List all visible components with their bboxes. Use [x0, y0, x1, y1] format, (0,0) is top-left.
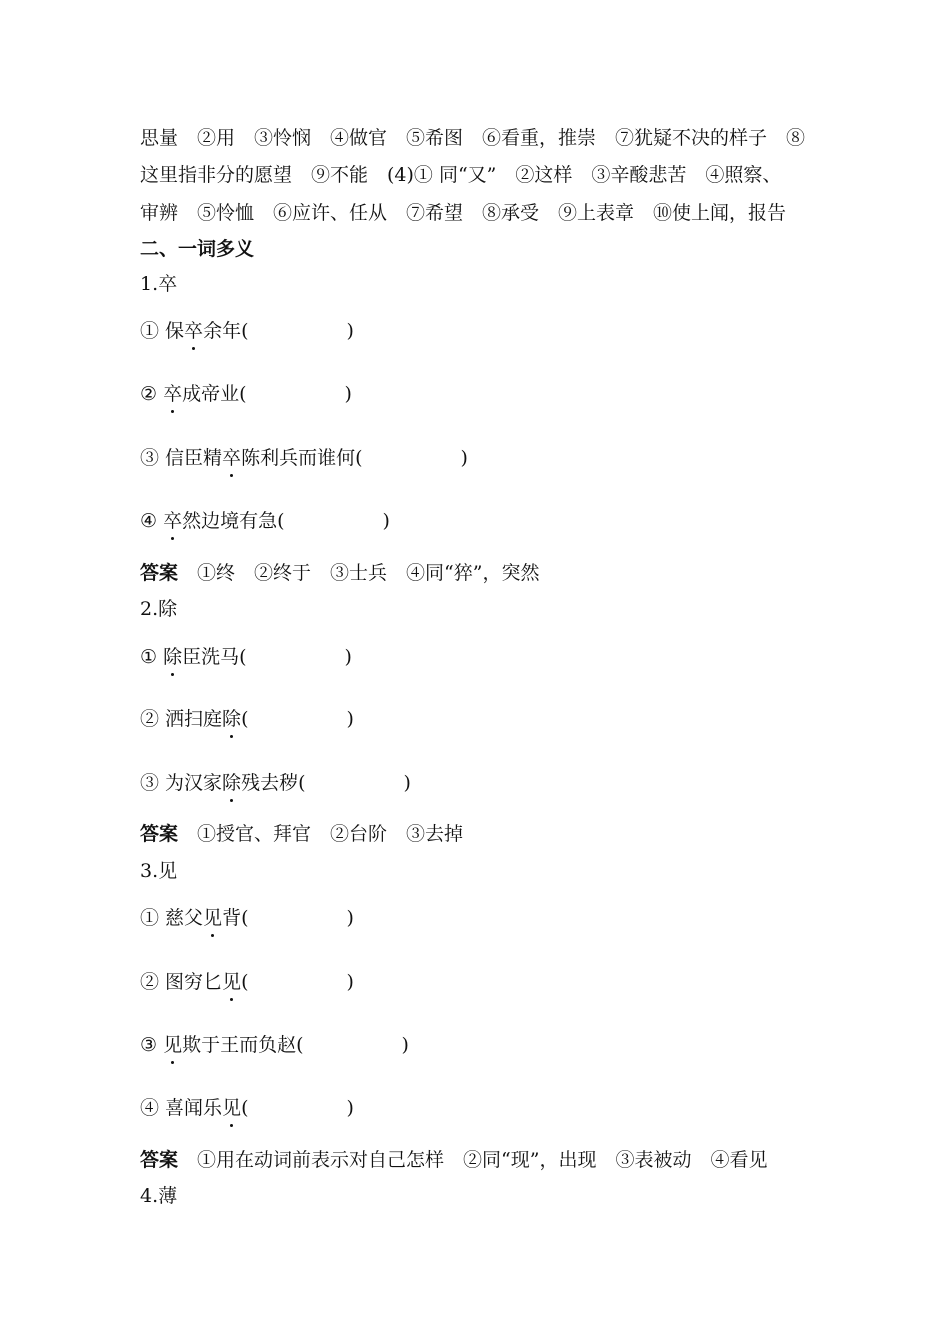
emphasized-char: 见	[222, 971, 242, 993]
emphasized-char: 除	[163, 646, 183, 668]
answer-line	[140, 822, 463, 846]
item-prefix: ①	[140, 646, 164, 668]
emphasized-char: 见	[222, 1097, 242, 1119]
item-suffix: 陈利兵而谁何(	[241, 447, 363, 469]
item-suffix: (	[241, 971, 249, 993]
item-suffix: (	[241, 708, 249, 730]
question-item	[140, 645, 352, 669]
question-item	[140, 1033, 409, 1057]
group-heading-jian: 3.见	[140, 860, 178, 882]
answer-continuation-line-3: 审辨 ⑤怜恤 ⑥应许、任从 ⑦希望 ⑧承受 ⑨上表章 ⑩使上闻，报告	[140, 202, 787, 224]
question-item	[140, 319, 354, 343]
item-suffix: 欺于王而负赵(	[182, 1034, 304, 1056]
item-prefix: ① 慈父	[140, 907, 204, 929]
question-item	[140, 446, 468, 470]
answer-text: ①用在动词前表示对自己怎样 ②同“现”，出现 ③表被动 ④看见	[178, 1149, 768, 1171]
question-item	[140, 707, 354, 731]
emphasized-char: 卒	[163, 510, 183, 532]
close-paren: )	[346, 971, 354, 993]
answer-label: 答案	[140, 562, 179, 584]
item-prefix: ③ 为汉家	[140, 772, 223, 794]
answer-line	[140, 1148, 767, 1172]
item-suffix: 余年(	[203, 320, 249, 342]
answer-continuation-line-1: 思量 ②用 ③怜悯 ④做官 ⑤希图 ⑥看重，推崇 ⑦犹疑不决的样子 ⑧	[140, 127, 806, 149]
emphasized-char: 除	[222, 772, 242, 794]
item-prefix: ④	[140, 510, 164, 532]
question-item	[140, 1096, 354, 1120]
item-prefix: ② 图穷匕	[140, 971, 223, 993]
close-paren: )	[401, 1034, 409, 1056]
section-title: 二、一词多义	[140, 238, 255, 260]
close-paren: )	[460, 447, 468, 469]
group-heading-chu: 2.除	[140, 598, 178, 620]
item-suffix: 成帝业(	[182, 383, 247, 405]
item-prefix: ③ 信臣精	[140, 447, 223, 469]
answer-label: 答案	[140, 1149, 179, 1171]
close-paren: )	[344, 646, 352, 668]
item-suffix: 背(	[222, 907, 249, 929]
item-prefix: ① 保	[140, 320, 185, 342]
question-item	[140, 509, 390, 533]
group-heading-zu: 1.卒	[140, 273, 178, 295]
emphasized-char: 卒	[222, 447, 242, 469]
close-paren: )	[382, 510, 390, 532]
emphasized-char: 见	[203, 907, 223, 929]
emphasized-char: 卒	[184, 320, 204, 342]
close-paren: )	[346, 907, 354, 929]
answer-text: ①授官、拜官 ②台阶 ③去掉	[178, 823, 464, 845]
answer-label: 答案	[140, 823, 179, 845]
group-heading-bo: 4.薄	[140, 1185, 178, 1207]
close-paren: )	[344, 383, 352, 405]
item-suffix: (	[241, 1097, 249, 1119]
item-prefix: ②	[140, 383, 164, 405]
item-prefix: ④ 喜闻乐	[140, 1097, 223, 1119]
emphasized-char: 卒	[163, 383, 183, 405]
close-paren: )	[346, 320, 354, 342]
answer-line	[140, 561, 539, 585]
question-item	[140, 970, 354, 994]
question-item	[140, 382, 352, 406]
item-suffix: 然边境有急(	[182, 510, 285, 532]
item-suffix: 臣洗马(	[182, 646, 247, 668]
item-suffix: 残去秽(	[241, 772, 306, 794]
close-paren: )	[346, 708, 354, 730]
answer-continuation-line-2: 这里指非分的愿望 ⑨不能 (4)① 同“又” ②这样 ③辛酸悲苦 ④照察、	[140, 164, 782, 186]
question-item	[140, 771, 411, 795]
item-prefix: ③	[140, 1034, 164, 1056]
emphasized-char: 除	[222, 708, 242, 730]
close-paren: )	[403, 772, 411, 794]
answer-text: ①终 ②终于 ③士兵 ④同“猝”，突然	[178, 562, 540, 584]
question-item	[140, 906, 354, 930]
emphasized-char: 见	[163, 1034, 183, 1056]
item-prefix: ② 洒扫庭	[140, 708, 223, 730]
close-paren: )	[346, 1097, 354, 1119]
